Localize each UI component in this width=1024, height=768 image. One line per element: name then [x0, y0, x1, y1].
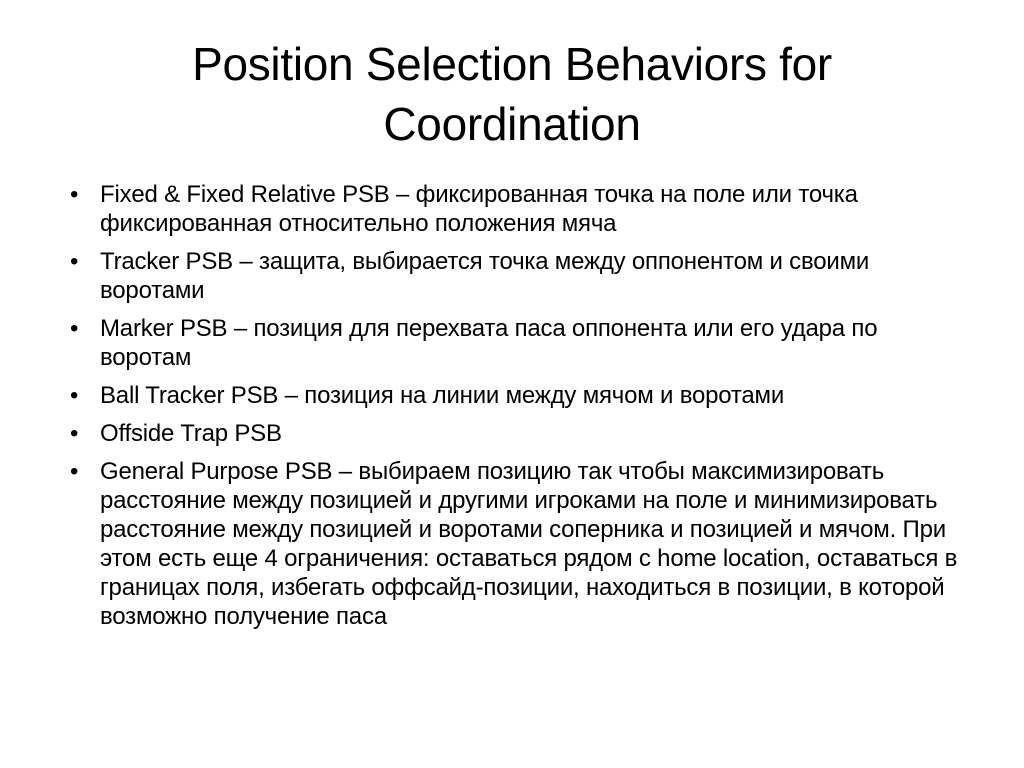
bullet-dot-icon: • [70, 248, 79, 275]
bullet-text: Fixed & Fixed Relative PSB – фиксированная точка на поле или точка фиксированная относительно положения мяча [100, 181, 858, 237]
bullet-dot-icon: • [70, 315, 79, 342]
bullet-item-fixed-psb [70, 180, 970, 238]
bullet-dot-icon: • [70, 181, 79, 208]
bullet-item-general-purpose-psb [70, 457, 970, 631]
bullet-item-marker-psb [70, 314, 970, 372]
bullet-list [70, 180, 970, 640]
bullet-item-offside-trap-psb [70, 419, 970, 448]
bullet-item-tracker-psb [70, 247, 970, 305]
bullet-dot-icon: • [70, 420, 79, 447]
slide-title: Position Selection Behaviors for Coordination [192, 38, 832, 150]
bullet-text: General Purpose PSB – выбираем позицию так чтобы максимизировать расстояние между позицией и другими игроками на поле и минимизировать расстояние между позицией и воротами соперника и позицией и мячом. При этом есть еще 4 ограничения: оставаться рядом с home location, оставаться в границах поля, избегать оффсайд-позиции, находиться в позиции, в которой возможно получение паса [100, 458, 958, 630]
bullet-text: Marker PSB – позиция для перехвата паса оппонента или его удара по воротам [100, 315, 878, 371]
bullet-item-ball-tracker-psb [70, 381, 970, 410]
bullet-dot-icon: • [70, 382, 79, 409]
bullet-text: Ball Tracker PSB – позиция на линии между мячом и воротами [100, 382, 785, 409]
bullet-text: Offside Trap PSB [100, 420, 282, 447]
bullet-dot-icon: • [70, 458, 79, 485]
bullet-text: Tracker PSB – защита, выбирается точка между оппонентом и своими воротами [100, 248, 870, 304]
